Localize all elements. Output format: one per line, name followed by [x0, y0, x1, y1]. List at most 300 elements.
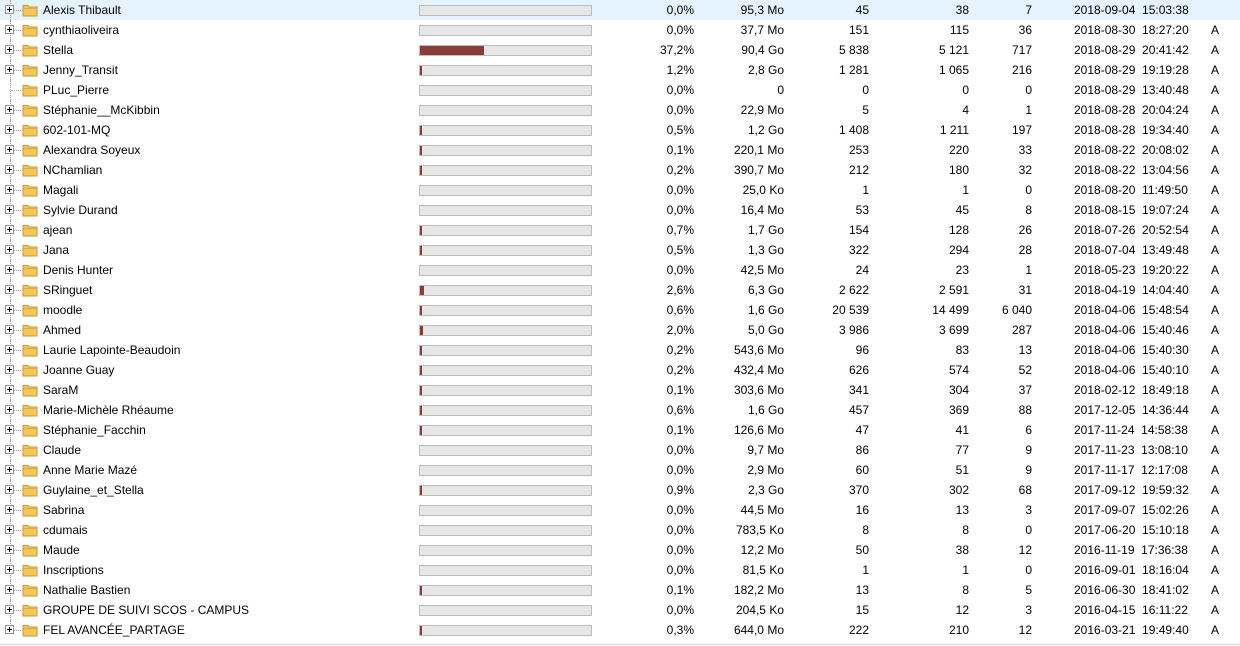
items-cell: 626 — [848, 363, 869, 377]
percent-cell: 0,1% — [666, 423, 694, 437]
items-cell: 1 — [862, 183, 869, 197]
table-row[interactable] — [0, 580, 1240, 600]
files-cell: 304 — [948, 383, 969, 397]
items-cell: 45 — [855, 3, 869, 17]
modified-cell: 2018-08-29 13:40:48 — [1074, 83, 1189, 97]
folder-icon — [22, 423, 38, 437]
usage-bar — [419, 85, 592, 96]
files-cell: 115 — [949, 23, 969, 37]
folder-icon — [22, 403, 38, 417]
table-row[interactable] — [0, 120, 1240, 140]
modified-cell: 2018-08-22 13:04:56 — [1074, 163, 1189, 177]
folders-cell: 28 — [1018, 243, 1032, 257]
expand-toggle-plus-icon[interactable] — [5, 365, 14, 374]
folder-name: Guylaine_et_Stella — [43, 483, 144, 497]
table-row[interactable] — [0, 420, 1240, 440]
folders-cell: 7 — [1025, 3, 1032, 17]
percent-cell: 0,0% — [666, 563, 694, 577]
items-cell: 1 408 — [838, 123, 869, 137]
percent-cell: 0,0% — [666, 203, 694, 217]
folder-icon — [22, 503, 38, 517]
attributes-cell: A — [1211, 183, 1220, 197]
usage-bar — [419, 405, 592, 416]
table-row[interactable] — [0, 380, 1240, 400]
percent-cell: 0,0% — [666, 503, 694, 517]
table-row[interactable] — [0, 280, 1240, 300]
attributes-cell: A — [1211, 43, 1220, 57]
modified-cell: 2018-08-29 19:19:28 — [1074, 63, 1189, 77]
items-cell: 1 281 — [838, 63, 869, 77]
percent-cell: 0,6% — [666, 403, 694, 417]
size-cell: 16,4 Mo — [740, 203, 784, 217]
table-row[interactable] — [0, 220, 1240, 240]
folders-cell: 13 — [1018, 343, 1032, 357]
usage-bar — [419, 465, 592, 476]
folder-icon — [22, 163, 38, 177]
attributes-cell: A — [1211, 563, 1220, 577]
size-cell: 9,7 Mo — [747, 443, 784, 457]
expand-toggle-plus-icon[interactable] — [5, 345, 14, 354]
attributes-cell: A — [1211, 403, 1220, 417]
modified-cell: 2018-08-28 19:34:40 — [1074, 123, 1189, 137]
modified-cell: 2017-06-20 15:10:18 — [1074, 523, 1189, 537]
size-cell: 1,3 Go — [747, 243, 784, 257]
size-cell: 81,5 Ko — [742, 563, 784, 577]
modified-cell: 2018-07-26 20:52:54 — [1074, 223, 1189, 237]
table-row[interactable] — [0, 260, 1240, 280]
percent-cell: 0,9% — [666, 483, 694, 497]
expand-toggle-plus-icon[interactable] — [5, 325, 14, 334]
folder-icon — [22, 523, 38, 537]
size-cell: 44,5 Mo — [740, 503, 784, 517]
files-cell: 41 — [955, 423, 969, 437]
folders-cell: 717 — [1011, 43, 1032, 57]
folder-name: Laurie Lapointe-Beaudoin — [43, 343, 181, 357]
folder-icon — [22, 363, 38, 377]
folder-name: FEL AVANCÉE_PARTAGE — [43, 623, 185, 637]
percent-cell: 1,2% — [666, 63, 694, 77]
folders-cell: 0 — [1025, 83, 1032, 97]
size-cell: 644,0 Mo — [733, 623, 784, 637]
expand-toggle-plus-icon[interactable] — [5, 585, 14, 594]
folder-icon — [22, 123, 38, 137]
attributes-cell: A — [1211, 603, 1220, 617]
usage-bar-fill — [420, 66, 422, 75]
size-cell: 22,9 Mo — [740, 103, 784, 117]
attributes-cell: A — [1211, 263, 1220, 277]
table-row[interactable] — [0, 480, 1240, 500]
usage-bar-fill — [420, 146, 422, 155]
expand-toggle-plus-icon[interactable] — [5, 25, 14, 34]
table-row[interactable] — [0, 400, 1240, 420]
expand-toggle-plus-icon[interactable] — [5, 405, 14, 414]
usage-bar — [419, 225, 592, 236]
attributes-cell: A — [1211, 143, 1220, 157]
attributes-cell: A — [1211, 283, 1220, 297]
files-cell: 77 — [955, 443, 969, 457]
files-cell: 180 — [948, 163, 969, 177]
files-cell: 23 — [955, 263, 969, 277]
folders-cell: 3 — [1025, 603, 1032, 617]
attributes-cell: A — [1211, 463, 1220, 477]
size-cell: 220,1 Mo — [733, 143, 784, 157]
expand-toggle-plus-icon[interactable] — [5, 45, 14, 54]
files-cell: 210 — [948, 623, 969, 637]
folders-cell: 287 — [1011, 323, 1032, 337]
items-cell: 341 — [848, 383, 869, 397]
modified-cell: 2016-06-30 18:41:02 — [1074, 583, 1189, 597]
percent-cell: 2,6% — [666, 283, 694, 297]
expand-toggle-plus-icon[interactable] — [5, 5, 14, 14]
folder-name: Jenny_Transit — [43, 63, 118, 77]
usage-bar — [419, 585, 592, 596]
usage-bar-fill — [420, 386, 422, 395]
items-cell: 5 — [862, 103, 869, 117]
expand-toggle-plus-icon[interactable] — [5, 525, 14, 534]
folders-cell: 1 — [1025, 263, 1032, 277]
usage-bar — [419, 145, 592, 156]
attributes-cell: A — [1211, 303, 1220, 317]
folder-icon — [22, 143, 38, 157]
items-cell: 8 — [862, 523, 869, 537]
table-row[interactable] — [0, 560, 1240, 580]
table-row[interactable] — [0, 600, 1240, 620]
size-cell: 6,3 Go — [747, 283, 784, 297]
usage-bar-fill — [420, 246, 422, 255]
folders-cell: 5 — [1025, 583, 1032, 597]
expand-toggle-plus-icon[interactable] — [5, 185, 14, 194]
size-cell: 182,2 Mo — [733, 583, 784, 597]
expand-toggle-plus-icon[interactable] — [5, 625, 14, 634]
folder-name: Magali — [43, 183, 79, 197]
files-cell: 83 — [955, 343, 969, 357]
files-cell: 4 — [962, 103, 969, 117]
files-cell: 38 — [955, 543, 969, 557]
usage-bar-fill — [420, 486, 422, 495]
items-cell: 50 — [855, 543, 869, 557]
attributes-cell: A — [1211, 423, 1220, 437]
items-cell: 3 986 — [838, 323, 869, 337]
folders-cell: 3 — [1025, 503, 1032, 517]
items-cell: 370 — [848, 483, 869, 497]
modified-cell: 2018-08-28 20:04:24 — [1074, 103, 1189, 117]
folder-name: moodle — [43, 303, 83, 317]
files-cell: 5 121 — [938, 43, 969, 57]
items-cell: 322 — [848, 243, 869, 257]
folder-name: Marie-Michèle Rhéaume — [43, 403, 174, 417]
files-cell: 294 — [948, 243, 969, 257]
percent-cell: 0,2% — [666, 343, 694, 357]
attributes-cell: A — [1211, 483, 1220, 497]
percent-cell: 0,3% — [666, 623, 694, 637]
modified-cell: 2018-04-06 15:40:46 — [1074, 323, 1189, 337]
folders-cell: 52 — [1018, 363, 1032, 377]
percent-cell: 2,0% — [666, 323, 694, 337]
folder-name: Maude — [43, 543, 80, 557]
usage-bar — [419, 625, 592, 636]
folders-cell: 216 — [1011, 63, 1032, 77]
modified-cell: 2017-11-17 12:17:08 — [1074, 463, 1188, 477]
usage-bar — [419, 65, 592, 76]
folders-cell: 9 — [1025, 443, 1032, 457]
size-cell: 1,6 Go — [747, 303, 784, 317]
items-cell: 1 — [862, 563, 869, 577]
attributes-cell: A — [1211, 523, 1220, 537]
usage-bar-fill — [420, 366, 422, 375]
percent-cell: 0,0% — [666, 3, 694, 17]
modified-cell: 2018-08-20 11:49:50 — [1074, 183, 1188, 197]
folder-name: SRinguet — [43, 283, 93, 297]
modified-cell: 2018-08-30 18:27:20 — [1074, 23, 1189, 37]
items-cell: 13 — [855, 583, 869, 597]
expand-toggle-plus-icon[interactable] — [5, 265, 14, 274]
modified-cell: 2016-04-15 16:11:22 — [1074, 603, 1188, 617]
size-cell: 0 — [777, 83, 784, 97]
folder-icon — [22, 283, 38, 297]
folder-name: Jana — [43, 243, 70, 257]
size-cell: 543,6 Mo — [733, 343, 784, 357]
modified-cell: 2018-09-04 15:03:38 — [1074, 3, 1189, 17]
expand-toggle-plus-icon[interactable] — [5, 165, 14, 174]
folders-cell: 12 — [1018, 543, 1032, 557]
size-cell: 1,6 Go — [747, 403, 784, 417]
folder-icon — [22, 383, 38, 397]
usage-bar — [419, 345, 592, 356]
usage-bar — [419, 105, 592, 116]
folder-icon — [22, 563, 38, 577]
usage-bar-fill — [420, 406, 422, 415]
modified-cell: 2016-11-19 17:36:38 — [1074, 543, 1188, 557]
size-cell: 2,3 Go — [747, 483, 784, 497]
size-cell: 432,4 Mo — [733, 363, 784, 377]
table-row[interactable] — [0, 500, 1240, 520]
expand-toggle-plus-icon[interactable] — [5, 285, 14, 294]
items-cell: 53 — [855, 203, 869, 217]
size-cell: 42,5 Mo — [740, 263, 784, 277]
items-cell: 5 838 — [838, 43, 869, 57]
table-row[interactable] — [0, 100, 1240, 120]
usage-bar-fill — [420, 306, 422, 315]
table-row[interactable] — [0, 320, 1240, 340]
folder-name: SaraM — [43, 383, 79, 397]
modified-cell: 2018-04-06 15:40:30 — [1074, 343, 1189, 357]
modified-cell: 2018-05-23 19:20:22 — [1074, 263, 1189, 277]
expand-toggle-plus-icon[interactable] — [5, 605, 14, 614]
table-row[interactable] — [0, 440, 1240, 460]
folder-icon — [22, 463, 38, 477]
attributes-cell: A — [1211, 623, 1220, 637]
usage-bar — [419, 285, 592, 296]
folders-cell: 8 — [1025, 203, 1032, 217]
expand-toggle-plus-icon[interactable] — [5, 145, 14, 154]
items-cell: 2 622 — [838, 283, 869, 297]
expand-toggle-plus-icon[interactable] — [5, 505, 14, 514]
folder-icon — [22, 223, 38, 237]
items-cell: 457 — [848, 403, 869, 417]
items-cell: 47 — [855, 423, 869, 437]
usage-bar-fill — [420, 586, 422, 595]
table-row[interactable] — [0, 460, 1240, 480]
percent-cell: 0,0% — [666, 103, 694, 117]
folder-icon — [22, 243, 38, 257]
folder-name: 602-101-MQ — [43, 123, 111, 137]
folders-cell: 33 — [1018, 143, 1032, 157]
modified-cell: 2018-08-29 20:41:42 — [1074, 43, 1189, 57]
folders-cell: 6 040 — [1001, 303, 1032, 317]
table-row[interactable] — [0, 140, 1240, 160]
expand-toggle-plus-icon[interactable] — [5, 565, 14, 574]
expand-toggle-plus-icon[interactable] — [5, 125, 14, 134]
size-cell: 90,4 Go — [741, 43, 784, 57]
usage-bar — [419, 385, 592, 396]
table-row[interactable] — [0, 60, 1240, 80]
size-cell: 2,8 Go — [747, 63, 784, 77]
percent-cell: 0,0% — [666, 23, 694, 37]
usage-bar-fill — [420, 46, 484, 55]
attributes-cell: A — [1211, 503, 1220, 517]
folders-cell: 0 — [1025, 523, 1032, 537]
items-cell: 96 — [855, 343, 869, 357]
attributes-cell: A — [1211, 123, 1220, 137]
folders-cell: 6 — [1025, 423, 1032, 437]
modified-cell: 2018-07-04 13:49:48 — [1074, 243, 1189, 257]
folder-name: Alexis Thibault — [43, 3, 121, 17]
expand-toggle-plus-icon[interactable] — [5, 385, 14, 394]
folders-cell: 12 — [1018, 623, 1032, 637]
table-row[interactable] — [0, 540, 1240, 560]
files-cell: 8 — [962, 523, 969, 537]
table-row[interactable] — [0, 340, 1240, 360]
folder-icon — [22, 543, 38, 557]
percent-cell: 37,2% — [659, 43, 694, 57]
attributes-cell: A — [1211, 243, 1220, 257]
table-row[interactable] — [0, 620, 1240, 640]
folder-name: Stella — [43, 43, 74, 57]
attributes-cell: A — [1211, 343, 1220, 357]
files-cell: 2 591 — [938, 283, 969, 297]
folder-name: Stéphanie__McKibbin — [43, 103, 160, 117]
folder-name: Ahmed — [43, 323, 82, 337]
items-cell: 222 — [848, 623, 869, 637]
expand-toggle-plus-icon[interactable] — [5, 425, 14, 434]
files-cell: 38 — [955, 3, 969, 17]
usage-bar — [419, 325, 592, 336]
percent-cell: 0,6% — [666, 303, 694, 317]
usage-bar — [419, 265, 592, 276]
table-row[interactable] — [0, 20, 1240, 40]
usage-bar-fill — [420, 126, 422, 135]
table-row[interactable] — [0, 80, 1240, 100]
expand-toggle-plus-icon[interactable] — [5, 305, 14, 314]
table-row[interactable] — [0, 240, 1240, 260]
usage-bar — [419, 425, 592, 436]
table-row[interactable] — [0, 160, 1240, 180]
usage-bar — [419, 505, 592, 516]
expand-toggle-plus-icon[interactable] — [5, 545, 14, 554]
table-row[interactable] — [0, 200, 1240, 220]
size-cell: 5,0 Go — [747, 323, 784, 337]
folder-icon — [22, 623, 38, 637]
table-row[interactable] — [0, 40, 1240, 60]
files-cell: 45 — [955, 203, 969, 217]
folder-name: Joanne Guay — [43, 363, 115, 377]
folder-icon — [22, 323, 38, 337]
folder-icon — [22, 443, 38, 457]
usage-bar-fill — [420, 166, 422, 175]
size-cell: 783,5 Ko — [735, 523, 784, 537]
attributes-cell: A — [1211, 583, 1220, 597]
modified-cell: 2017-11-23 13:08:10 — [1074, 443, 1188, 457]
items-cell: 151 — [848, 23, 869, 37]
folders-cell: 0 — [1025, 183, 1032, 197]
usage-bar — [419, 545, 592, 556]
modified-cell: 2018-04-06 15:48:54 — [1074, 303, 1189, 317]
expand-toggle-plus-icon[interactable] — [5, 105, 14, 114]
percent-cell: 0,1% — [666, 383, 694, 397]
table-row[interactable] — [0, 180, 1240, 200]
folder-name: Nathalie Bastien — [43, 583, 131, 597]
attributes-cell: A — [1211, 203, 1220, 217]
items-cell: 24 — [855, 263, 869, 277]
expand-toggle-plus-icon[interactable] — [5, 485, 14, 494]
usage-bar-fill — [420, 626, 422, 635]
files-cell: 1 — [962, 183, 969, 197]
table-row[interactable] — [0, 520, 1240, 540]
expand-toggle-plus-icon[interactable] — [5, 65, 14, 74]
usage-bar — [419, 485, 592, 496]
modified-cell: 2018-04-19 14:04:40 — [1074, 283, 1189, 297]
folder-icon — [22, 83, 38, 97]
folder-icon — [22, 3, 38, 17]
files-cell: 0 — [962, 83, 969, 97]
expand-toggle-plus-icon[interactable] — [5, 225, 14, 234]
folder-name: Anne Marie Mazé — [43, 463, 138, 477]
items-cell: 16 — [855, 503, 869, 517]
folder-icon — [22, 603, 38, 617]
table-row[interactable] — [0, 300, 1240, 320]
table-row[interactable] — [0, 360, 1240, 380]
folders-cell: 9 — [1025, 463, 1032, 477]
expand-toggle-plus-icon[interactable] — [5, 465, 14, 474]
percent-cell: 0,0% — [666, 443, 694, 457]
files-cell: 1 065 — [938, 63, 969, 77]
table-row[interactable] — [0, 0, 1240, 20]
modified-cell: 2017-09-12 19:59:32 — [1074, 483, 1189, 497]
size-cell: 204,5 Ko — [735, 603, 784, 617]
expand-toggle-plus-icon[interactable] — [5, 205, 14, 214]
percent-cell: 0,1% — [666, 143, 694, 157]
folder-name: ajean — [43, 223, 73, 237]
folder-name: PLuc_Pierre — [43, 83, 110, 97]
attributes-cell: A — [1211, 223, 1220, 237]
usage-bar-fill — [420, 346, 422, 355]
usage-bar — [419, 45, 592, 56]
expand-toggle-plus-icon[interactable] — [5, 445, 14, 454]
size-cell: 1,2 Go — [747, 123, 784, 137]
folders-cell: 197 — [1011, 123, 1032, 137]
attributes-cell: A — [1211, 543, 1220, 557]
items-cell: 0 — [862, 83, 869, 97]
percent-cell: 0,0% — [666, 523, 694, 537]
percent-cell: 0,5% — [666, 243, 694, 257]
folder-name: cynthiaoliveira — [43, 23, 120, 37]
modified-cell: 2017-12-05 14:36:44 — [1074, 403, 1189, 417]
expand-toggle-plus-icon[interactable] — [5, 245, 14, 254]
folder-name: Sabrina — [43, 503, 85, 517]
usage-bar — [419, 25, 592, 36]
attributes-cell: A — [1211, 163, 1220, 177]
percent-cell: 0,2% — [666, 163, 694, 177]
